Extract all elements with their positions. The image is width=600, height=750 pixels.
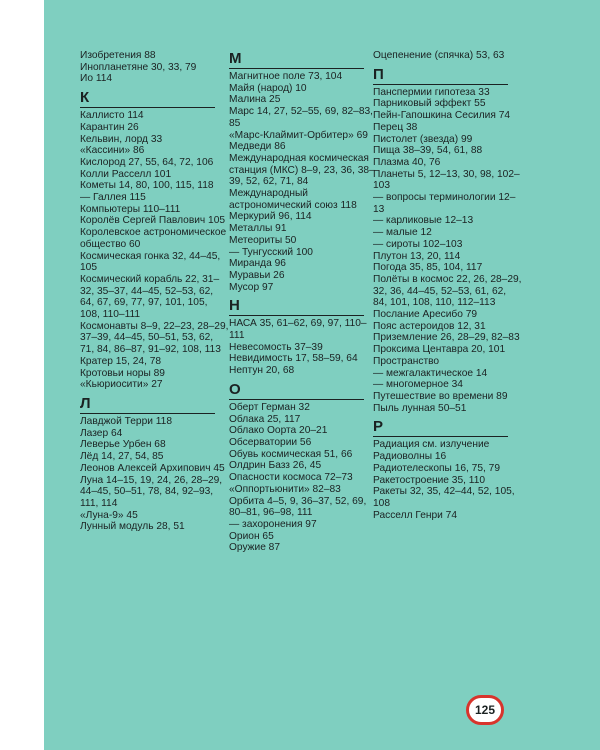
index-entry: Обсерватории 56 — [229, 436, 312, 448]
index-entry: Оцепенение (спячка) 53, 63 — [373, 50, 505, 61]
index-entry: Карантин 26 — [80, 121, 139, 133]
index-entry: Ракеты 32, 35, 42–44, 52, 105, 108 — [373, 486, 515, 509]
section-heading — [229, 297, 364, 316]
index-entry: Приземление 26, 28–29, 82–83 — [373, 332, 520, 344]
index-entry: Изобретения 88 — [80, 50, 156, 61]
index-entry: Луна 14–15, 19, 24, 26, 28–29, 44–45, 50–51, 78, 84, 92–93, 111, 114 — [80, 474, 223, 509]
index-entry: Инопланетяне 30, 33, 79 — [80, 61, 197, 73]
index-entry: Орион 65 — [229, 530, 274, 542]
page-number: 125 — [466, 695, 504, 725]
index-entry: Миранда 96 — [229, 258, 286, 270]
index-entry: Невесомость 37–39 — [229, 341, 323, 353]
index-entry: «Кьюриосити» 27 — [80, 379, 163, 391]
index-entry: Колли Расселл 101 — [80, 168, 172, 180]
index-entry: Лазер 64 — [80, 427, 123, 439]
index-entry: Орбита 4–5, 9, 36–37, 52, 69, 80–81, 96–98, 111 — [229, 495, 367, 519]
index-entry: Космическая гонка 32, 44–45, 105 — [80, 250, 221, 274]
index-entry: Расселл Генри 74 — [373, 509, 458, 521]
index-column-1 — [80, 50, 230, 533]
section-heading — [229, 50, 364, 69]
index-entry: «Марс-Клаймит-Орбитер» 69 — [229, 129, 368, 141]
index-entry: Муравьи 26 — [229, 269, 285, 281]
index-entry: Ракетостроение 35, 110 — [373, 474, 486, 486]
index-entry: Марс 14, 27, 52–55, 69, 82–83, 85 — [229, 106, 373, 129]
index-entry: Каллисто 114 — [80, 110, 144, 122]
index-entry: Королевское астрономическое общество 60 — [80, 227, 227, 250]
index-entry: Майя (народ) 10 — [229, 82, 307, 94]
index-entry: Проксима Центавра 20, 101 — [373, 344, 506, 356]
index-entry: Радиотелескопы 16, 75, 79 — [373, 462, 501, 474]
index-entry: Меркурий 96, 114 — [229, 211, 312, 223]
index-entry: Радиоволны 16 — [373, 451, 447, 463]
index-entry: Невидимость 17, 58–59, 64 — [229, 353, 358, 365]
index-entry: Олдрин Базз 26, 45 — [229, 460, 322, 472]
index-entry: Пыль лунная 50–51 — [373, 402, 467, 414]
index-entry: — Тунгусский 100 — [229, 246, 313, 258]
section-heading — [373, 66, 508, 85]
section-letter: Л — [80, 394, 91, 412]
index-entry: Леверье Урбен 68 — [80, 439, 166, 451]
index-entry: Леонов Алексей Архипович 45 — [80, 462, 225, 474]
section-heading — [373, 418, 508, 437]
index-entry: Лёд 14, 27, 54, 85 — [80, 451, 164, 463]
index-entry: Путешествие во времени 89 — [373, 390, 508, 402]
index-entry: — карликовые 12–13 — [373, 215, 474, 227]
index-entry: Малина 25 — [229, 94, 281, 106]
index-entry: Плазма 40, 76 — [373, 156, 441, 168]
section-letter: К — [80, 89, 90, 107]
index-entry: Парниковый эффект 55 — [373, 98, 486, 110]
index-page — [44, 0, 600, 750]
index-entry: Кельвин, лорд 33 — [80, 133, 163, 145]
index-entry: Медведи 86 — [229, 141, 286, 153]
section-letter: М — [229, 50, 242, 67]
index-entry: Планеты 5, 12–13, 30, 98, 102–103 — [373, 168, 520, 192]
section-heading — [229, 381, 364, 400]
index-entry: Оружие 87 — [229, 542, 281, 554]
index-entry: Пистолет (звезда) 99 — [373, 133, 473, 145]
index-entry: Перец 38 — [373, 121, 418, 133]
index-entry: — сироты 102–103 — [373, 238, 463, 250]
section-heading — [80, 395, 215, 414]
section-letter: Н — [229, 297, 240, 315]
index-entry: Магнитное поле 73, 104 — [229, 71, 343, 82]
index-entry: Облака 25, 117 — [229, 413, 301, 425]
index-entry: Обувь космическая 51, 66 — [229, 448, 353, 460]
index-entry: Пища 38–39, 54, 61, 88 — [373, 145, 483, 157]
index-entry: — малые 12 — [373, 227, 432, 239]
index-entry: Международная космическая станция (МКС) 8–9, 23, 36, 38–39, 52, 62, 71, 84 — [229, 152, 375, 188]
index-entry: Кротовьи норы 89 — [80, 367, 165, 379]
index-entry: «Луна-9» 45 — [80, 509, 138, 521]
index-entry: Кометы 14, 80, 100, 115, 118 — [80, 180, 214, 192]
index-entry: Металлы 91 — [229, 223, 287, 235]
index-entry: Компьютеры 110–111 — [80, 203, 181, 215]
index-entry: Нептун 20, 68 — [229, 365, 295, 377]
index-entry: «Оппортьюнити» 82–83 — [229, 483, 341, 495]
index-entry: Облако Оорта 20–21 — [229, 425, 328, 437]
index-entry: Лавджой Терри 118 — [80, 415, 173, 427]
section-letter: О — [229, 380, 241, 398]
index-entry: Мусор 97 — [229, 281, 274, 293]
index-entry: Ио 114 — [80, 73, 113, 85]
index-column-2 — [229, 50, 379, 554]
index-entry: — межгалактическое 14 — [373, 367, 488, 379]
index-entry: Панспермии гипотеза 33 — [373, 86, 490, 98]
index-entry: Космонавты 8–9, 22–23, 28–29, 37–39, 44–45, 50–51, 53, 62, 71, 84, 86–87, 91–92, 108, 113 — [80, 320, 229, 356]
index-entry: Кислород 27, 55, 64, 72, 106 — [80, 156, 214, 168]
index-entry: Оберт Герман 32 — [229, 401, 310, 413]
index-entry: Международный астрономический союз 118 — [229, 188, 357, 211]
index-entry: НАСА 35, 61–62, 69, 97, 110–111 — [229, 318, 367, 342]
index-entry: — Галлея 115 — [80, 192, 146, 204]
index-entry: Погода 35, 85, 104, 117 — [373, 262, 483, 274]
index-entry: Метеориты 50 — [229, 234, 297, 246]
index-entry: Пространство — [373, 355, 440, 367]
index-entry: Космический корабль 22, 31–32, 35–37, 44–45, 52–53, 62, 64, 67, 69, 77, 97, 101, 105, 108, 110–111 — [80, 273, 220, 321]
index-entry: Опасности космоса 72–73 — [229, 472, 353, 484]
section-letter: Р — [373, 418, 384, 436]
index-entry: Полёты в космос 22, 26, 28–29, 32, 36, 44–45, 52–53, 61, 62, 84, 101, 108, 110, 112–113 — [373, 273, 522, 309]
index-entry: Радиация см. излучение — [373, 439, 490, 451]
index-column-3 — [373, 50, 523, 521]
index-entry: — вопросы терминологии 12–13 — [373, 192, 516, 215]
index-entry: Лунный модуль 28, 51 — [80, 521, 185, 533]
index-entry: Плутон 13, 20, 114 — [373, 250, 461, 262]
index-entry: Кратер 15, 24, 78 — [80, 355, 162, 367]
index-entry: «Кассини» 86 — [80, 145, 145, 157]
index-entry: — многомерное 34 — [373, 379, 463, 391]
index-entry: Пояс астероидов 12, 31 — [373, 320, 486, 332]
index-entry: — захоронения 97 — [229, 518, 317, 530]
section-letter: П — [373, 65, 384, 83]
index-entry: Королёв Сергей Павлович 105 — [80, 215, 226, 227]
index-entry: Послание Аресибо 79 — [373, 309, 478, 321]
section-heading — [80, 89, 215, 108]
index-entry: Пейн-Гапошкина Сесилия 74 — [373, 110, 511, 122]
